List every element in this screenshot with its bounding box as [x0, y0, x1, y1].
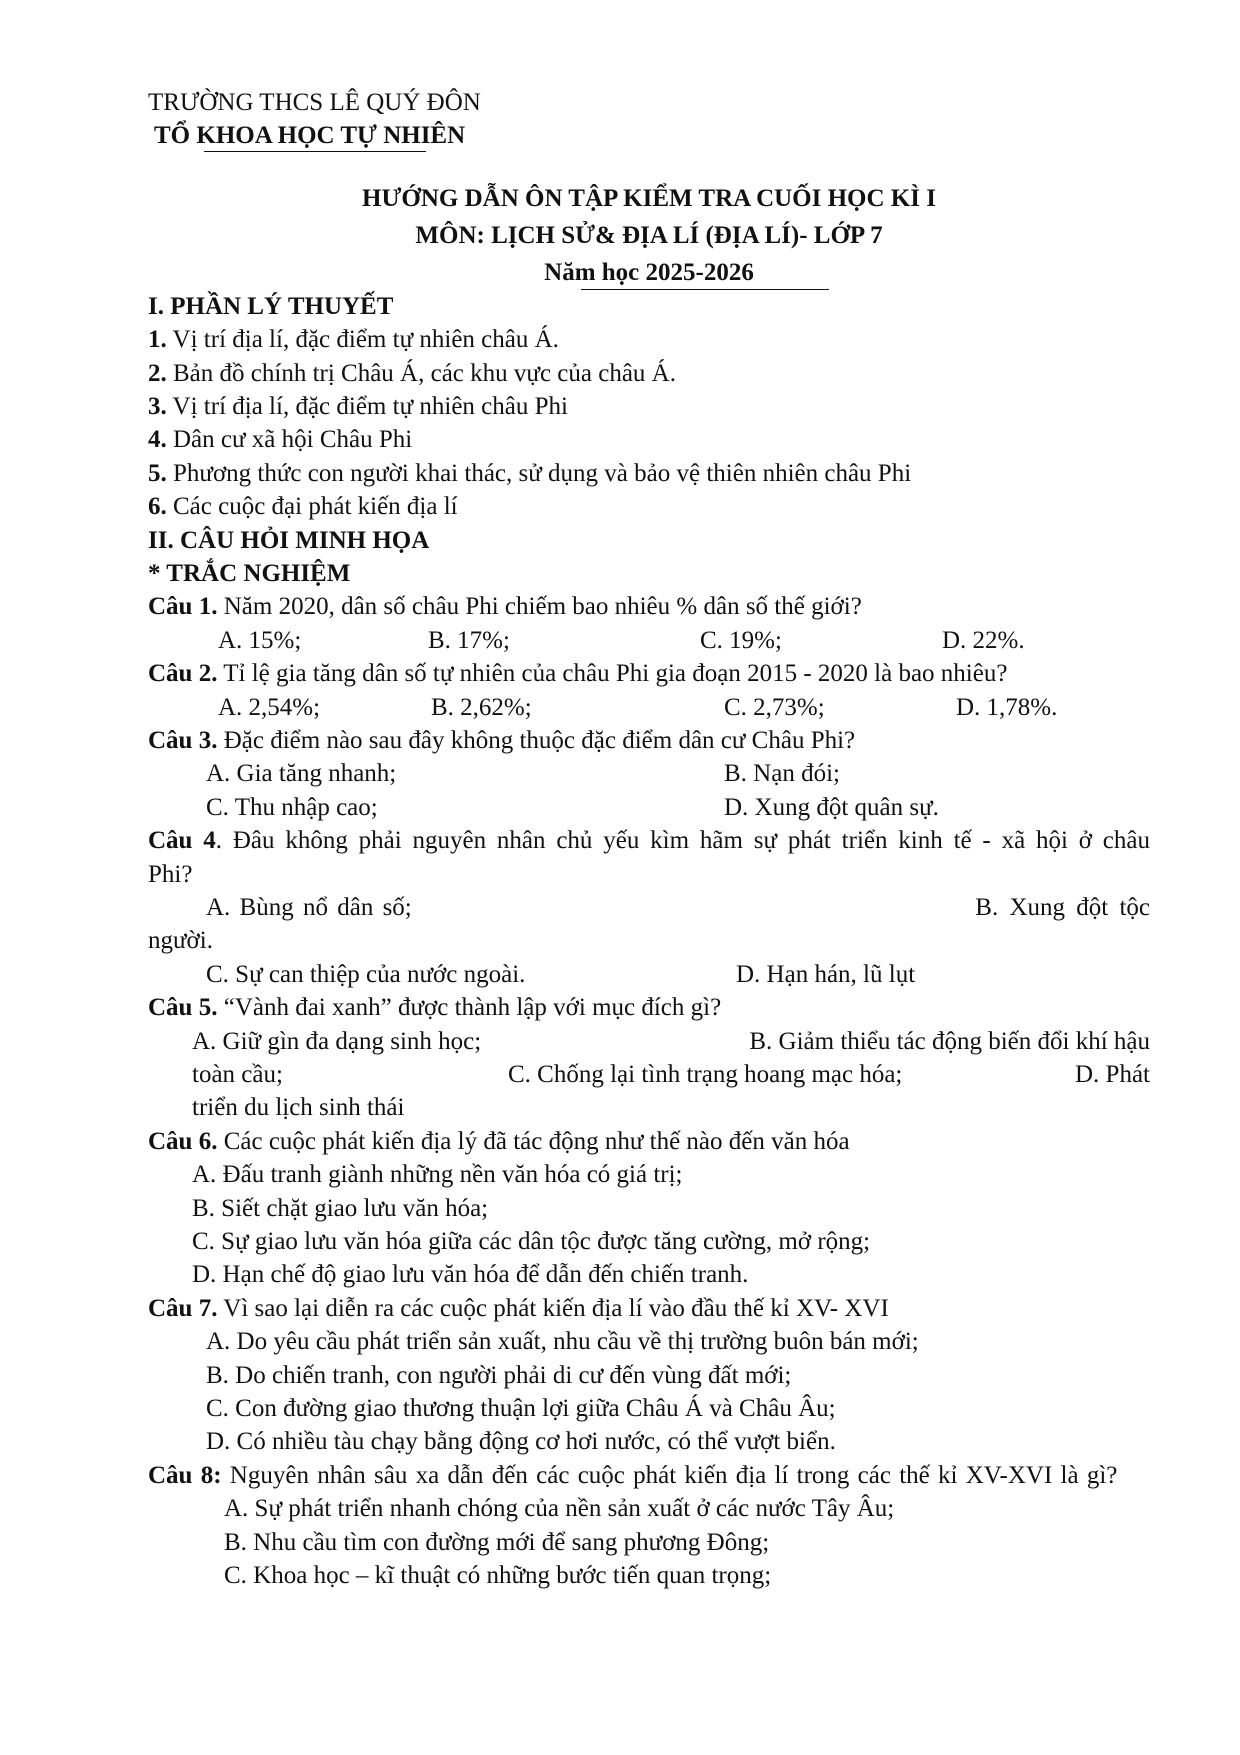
option: B. Giảm thiểu tác động biến đổi khí hậu [749, 1027, 1150, 1055]
option: C. Thu nhập cao; [206, 793, 378, 821]
question-label: Câu 5. [148, 994, 218, 1022]
theory-heading: I. PHẦN LÝ THUYẾT [148, 292, 394, 320]
options-row [148, 958, 1150, 991]
question-text: Tỉ lệ gia tăng dân số tự nhiên của châu Phi gia đoạn 2015 - 2020 là bao nhiêu? [217, 660, 1008, 688]
options-row [148, 757, 1150, 790]
theory-item [148, 357, 1150, 390]
option: D. Hạn hán, lũ lụt [736, 960, 916, 988]
question-text: Năm 2020, dân số châu Phi chiếm bao nhiêu % dân số thế giới? [217, 593, 862, 621]
option: C. 19%; [700, 626, 782, 654]
options-row [148, 1192, 1150, 1225]
option: B. Siết chặt giao lưu văn hóa; [192, 1194, 489, 1222]
option: C. Sự giao lưu văn hóa giữa các dân tộc được tăng cường, mở rộng; [192, 1228, 871, 1255]
theory-item [148, 457, 1150, 490]
question-text: “Vành đai xanh” được thành lập với mục đích gì? [217, 994, 722, 1022]
question-7 [148, 1292, 1150, 1325]
title-year-wrap [148, 254, 1150, 291]
option: C. 2,73%; [724, 693, 825, 721]
question-label: Câu 8: [148, 1461, 222, 1489]
options-row [148, 624, 1150, 657]
options-row [148, 891, 1150, 924]
options-row [148, 1526, 1150, 1559]
option: D. Hạn chế độ giao lưu văn hóa để dẫn đến chiến tranh. [192, 1261, 749, 1289]
title-line-2: MÔN: LỊCH SỬ& ĐỊA LÍ (ĐỊA LÍ)- LỚP 7 [415, 221, 883, 249]
options-row [148, 1258, 1150, 1291]
theory-item [148, 323, 1150, 356]
item-text: Phương thức con người khai thác, sử dụng và bảo vệ thiên nhiên châu Phi [166, 459, 912, 487]
item-number: 3. [148, 393, 167, 421]
question-2 [148, 657, 1150, 690]
option: B. Xung đột tộc [975, 894, 1150, 922]
document-title [148, 180, 1150, 291]
option: A. Sự phát triển nhanh chóng của nền sản xuất ở các nước Tây Âu; [224, 1495, 895, 1523]
option: A. Giữ gìn đa dạng sinh học; [192, 1027, 482, 1055]
question-3 [148, 724, 1150, 757]
question-1 [148, 590, 1150, 623]
option: C. Con đường giao thương thuận lợi giữa Châu Á và Châu Âu; [206, 1394, 836, 1422]
question-5 [148, 991, 1150, 1024]
option: B. 17%; [428, 626, 510, 654]
options-row [148, 1091, 1150, 1124]
item-number: 4. [148, 426, 167, 454]
item-text: Vị trí địa lí, đặc điểm tự nhiên châu Phi [166, 393, 568, 421]
item-number: 1. [148, 326, 167, 354]
option-continuation: toàn cầu; [192, 1061, 283, 1089]
question-label: Câu 4 [148, 827, 216, 855]
option: A. Do yêu cầu phát triển sản xuất, nhu cầu về thị trường buôn bán mới; [206, 1328, 919, 1356]
department-name: TỔ KHOA HỌC TỰ NHIÊN [154, 122, 466, 150]
option: D. 22%. [942, 626, 1025, 654]
item-number: 6. [148, 493, 167, 521]
multiple-choice-heading: * TRẮC NGHIỆM [148, 560, 351, 588]
question-text: Đặc điểm nào sau đây không thuộc đặc điểm dân cư Châu Phi? [217, 727, 856, 755]
option-continuation: người. [148, 927, 213, 955]
question-text: Nguyên nhân sâu xa dẫn đến các cuộc phát kiến địa lí trong các thế kỉ XV-XVI là gì? [221, 1461, 1118, 1489]
question-text: . Đâu không phải nguyên nhân chủ yếu kìm hãm sự phát triển kinh tế - xã hội ở châu Phi? [148, 827, 1150, 888]
options-row [148, 1425, 1150, 1458]
option: B. Nạn đói; [724, 760, 840, 788]
options-row [148, 1492, 1150, 1525]
question-4 [148, 824, 1150, 891]
option: A. Bùng nổ dân số; [206, 894, 412, 922]
options-row [148, 1158, 1150, 1191]
question-6 [148, 1125, 1150, 1158]
option: C. Chống lại tình trạng hoang mạc hóa; [508, 1061, 903, 1089]
title-line-1: HƯỚNG DẪN ÔN TẬP KIỂM TRA CUỐI HỌC KÌ I [362, 184, 936, 212]
options-row [148, 1392, 1150, 1425]
options-row [148, 1325, 1150, 1358]
question-label: Câu 3. [148, 727, 218, 755]
item-number: 5. [148, 459, 167, 487]
option: B. Nhu cầu tìm con đường mới để sang phương Đông; [224, 1528, 770, 1556]
options-row [148, 1058, 1150, 1091]
options-row [148, 1559, 1150, 1592]
questions-heading: II. CÂU HỎI MINH HỌA [148, 526, 430, 554]
year-underline [581, 289, 829, 290]
question-text: Vì sao lại diễn ra các cuộc phát kiến địa lí vào đầu thế kỉ XV- XVI [217, 1294, 889, 1322]
option: C. Sự can thiệp của nước ngoài. [206, 960, 526, 988]
option: D. Có nhiều tàu chạy bằng động cơ hơi nước, có thể vượt biển. [206, 1428, 836, 1456]
option: A. Gia tăng nhanh; [206, 760, 397, 788]
item-number: 2. [148, 359, 167, 387]
option: D. 1,78%. [956, 693, 1058, 721]
question-label: Câu 6. [148, 1127, 218, 1155]
option: C. Khoa học – kĩ thuật có những bước tiến quan trọng; [224, 1561, 772, 1589]
school-year: Năm học 2025-2026 [544, 258, 754, 286]
item-text: Dân cư xã hội Châu Phi [166, 426, 413, 454]
item-text: Các cuộc đại phát kiến địa lí [166, 493, 458, 521]
option: B. 2,62%; [431, 693, 532, 721]
options-row [148, 1359, 1150, 1392]
options-row [148, 1225, 1150, 1258]
options-row [148, 924, 1150, 957]
theory-list [148, 323, 1150, 523]
option: A. Đấu tranh giành những nền văn hóa có giá trị; [192, 1161, 683, 1189]
question-label: Câu 7. [148, 1294, 218, 1322]
theory-item [148, 423, 1150, 456]
options-row [148, 691, 1150, 724]
theory-item [148, 390, 1150, 423]
item-text: Vị trí địa lí, đặc điểm tự nhiên châu Á. [166, 326, 559, 354]
options-row [148, 1025, 1150, 1058]
school-name: TRƯỜNG THCS LÊ QUÝ ĐÔN [148, 89, 481, 116]
option: D. Xung đột quân sự. [724, 793, 939, 821]
theory-item [148, 490, 1150, 523]
question-label: Câu 1. [148, 593, 218, 621]
question-text: Các cuộc phát kiến địa lý đã tác động như thế nào đến văn hóa [217, 1127, 850, 1155]
options-row [148, 791, 1150, 824]
option: D. Phát [1075, 1061, 1150, 1089]
item-text: Bản đồ chính trị Châu Á, các khu vực của châu Á. [166, 359, 676, 387]
question-8 [148, 1459, 1150, 1492]
question-label: Câu 2. [148, 660, 218, 688]
option: A. 2,54%; [218, 693, 321, 721]
option: A. 15%; [218, 626, 302, 654]
option: B. Do chiến tranh, con người phải di cư đến vùng đất mới; [206, 1361, 792, 1389]
option-continuation: triển du lịch sinh thái [192, 1094, 405, 1122]
